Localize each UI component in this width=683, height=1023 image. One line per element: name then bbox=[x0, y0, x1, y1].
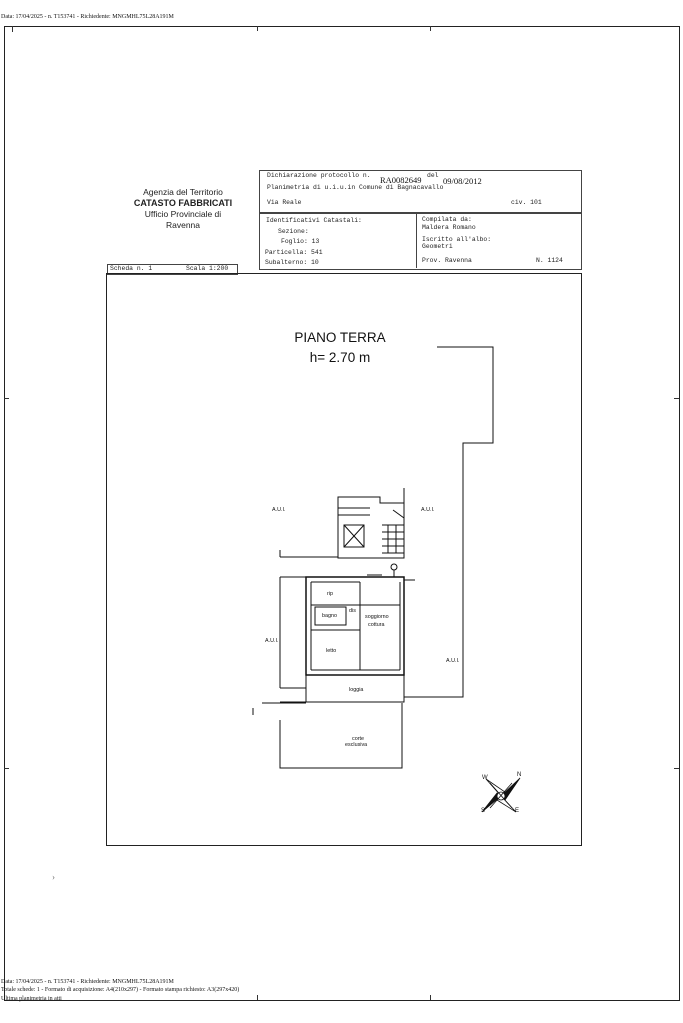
room-label-loggia: loggia bbox=[349, 687, 364, 693]
footer-format-info: Totale schede: 1 - Formato di acquisizione: A4(210x297) - Formato stampa richiesto: A3(297x420) bbox=[1, 987, 240, 993]
room-label-esclusiva: esclusiva bbox=[345, 742, 368, 748]
room-label-letto: letto bbox=[326, 648, 337, 654]
room-label-soggiorno: soggiorno bbox=[365, 614, 389, 620]
scheda-number: Scheda n. 1 bbox=[110, 265, 153, 272]
room-label-aui-top-left: A.U.I. bbox=[272, 507, 286, 513]
compass-letter-w: W bbox=[482, 775, 488, 781]
registration-number: N. 1124 bbox=[536, 257, 563, 264]
compass-letter-n: N bbox=[517, 772, 522, 778]
room-label-rip: rip bbox=[327, 591, 333, 597]
footer-last-plan: Ultima planimetria in atti bbox=[1, 996, 62, 1002]
unit-outline bbox=[306, 577, 404, 675]
compass-letter-s: S bbox=[481, 808, 486, 814]
stair-core bbox=[338, 497, 404, 558]
declaration-del: del bbox=[427, 172, 439, 179]
neighbour-outline-right bbox=[410, 347, 493, 697]
scale-label: Scala 1:200 bbox=[186, 265, 229, 272]
declaration-date: 09/08/2012 bbox=[443, 176, 482, 186]
street-name: Via Reale bbox=[267, 199, 302, 206]
subalterno-field: Subalterno: 10 bbox=[265, 259, 319, 266]
iscritto-label: Iscritto all'albo: bbox=[422, 236, 492, 243]
declaration-label: Dichiarazione protocollo n. bbox=[267, 172, 371, 179]
planimetria-text: Planimetria di u.i.u.in Comune di Bagnacavallo bbox=[267, 184, 444, 191]
identifiers-title: Identificativi Catastali: bbox=[266, 217, 362, 224]
room-label-corte: corte bbox=[352, 736, 364, 742]
foglio-field: Foglio: 13 bbox=[281, 238, 320, 245]
room-label-dis: dis bbox=[349, 608, 356, 614]
prov-field: Prov. Ravenna bbox=[422, 257, 472, 264]
agency-city: Ravenna bbox=[165, 220, 201, 230]
plan-title: PIANO TERRA bbox=[294, 330, 386, 345]
room-label-aui-left: A.U.I. bbox=[265, 638, 279, 644]
stray-mark: › bbox=[52, 872, 55, 882]
agency-office: Ufficio Provinciale di bbox=[144, 209, 222, 219]
albo-name: Geometri bbox=[422, 243, 453, 250]
compass-rose-icon bbox=[482, 778, 520, 812]
footer-request-info: Data: 17/04/2025 - n. T153741 - Richiedente: MNGMHL75L28A191M bbox=[1, 979, 174, 985]
room-label-aui-top-right: A.U.I. bbox=[421, 507, 435, 513]
compass-letter-e: E bbox=[515, 808, 520, 814]
particella-field: Particella: 541 bbox=[265, 249, 323, 256]
header-request-info: Data: 17/04/2025 - n. T153741 - Richiedente: MNGMHL75L28A191M bbox=[1, 14, 174, 20]
agency-catasto: CATASTO FABBRICATI bbox=[133, 198, 233, 208]
compiled-name: Maldera Romano bbox=[422, 224, 476, 231]
room-label-bagno: bagno bbox=[322, 613, 337, 619]
agency-name: Agenzia del Territorio bbox=[143, 187, 223, 197]
room-label-aui-right: A.U.I. bbox=[446, 658, 460, 664]
civic-number: civ. 101 bbox=[511, 199, 542, 206]
corte-outline bbox=[280, 703, 402, 768]
compiled-title: Compilata da: bbox=[422, 216, 472, 223]
sezione-field: Sezione: bbox=[278, 228, 309, 235]
room-label-cottura: cottura bbox=[368, 622, 385, 628]
plan-height: h= 2.70 m bbox=[309, 350, 371, 365]
protocol-number: RA0082649 bbox=[380, 175, 422, 185]
